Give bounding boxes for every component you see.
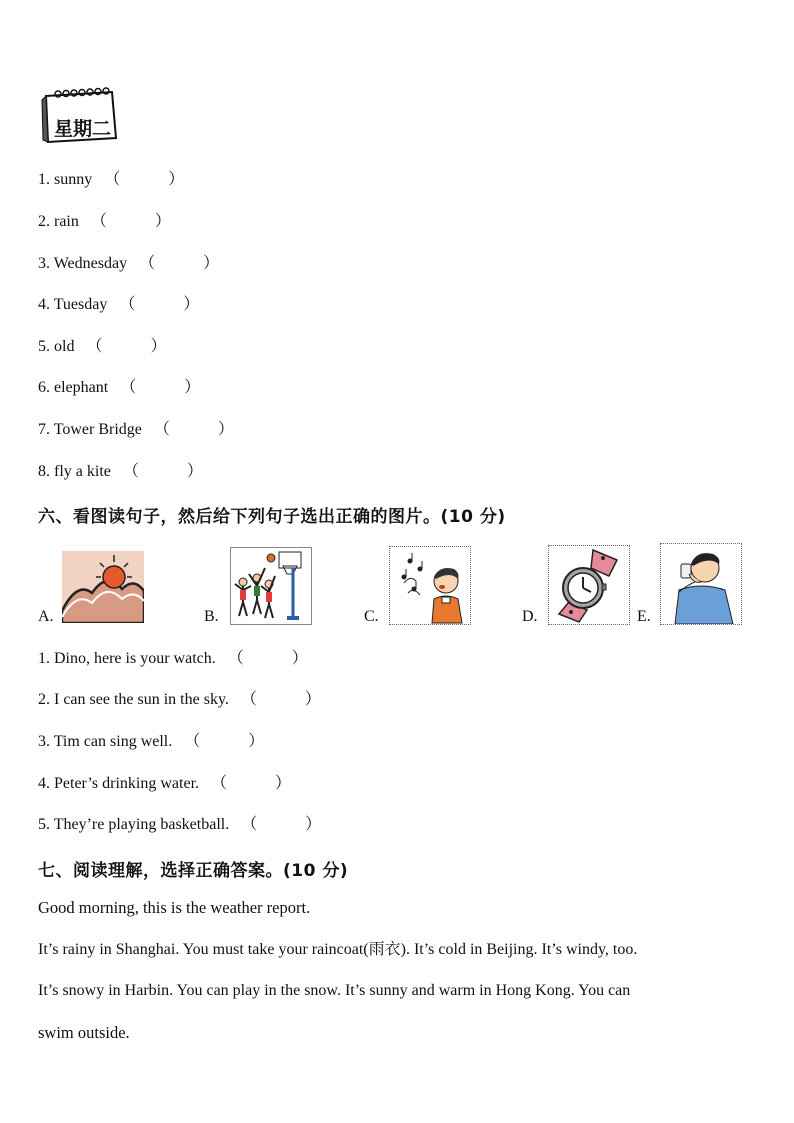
sentence-text: 4. Peter’s drinking water. [38, 775, 200, 792]
answer-blank[interactable]: （ ） [119, 296, 200, 313]
reading-line: It’s snowy in Harbin. You can play in the snow. It’s sunny and warm in Hong Kong. You can [38, 982, 631, 999]
calendar-header [40, 84, 118, 146]
reading-line: Good morning, this is the weather report. [38, 898, 311, 917]
vocab-text: 2. rain [38, 213, 79, 230]
vocab-item [38, 295, 199, 315]
calendar-label: 星期二 [54, 118, 112, 140]
vocab-item [38, 337, 166, 357]
sentence-text: 1. Dino, here is your watch. [38, 650, 216, 667]
answer-blank[interactable]: （ ） [153, 421, 234, 438]
vocab-text: 4. Tuesday [38, 296, 108, 313]
answer-blank[interactable]: （ ） [240, 691, 321, 708]
man-drinking-icon [660, 543, 742, 625]
wristwatch-icon [548, 545, 630, 625]
vocab-text: 7. Tower Bridge [38, 421, 142, 438]
vocab-text: 1. sunny [38, 171, 93, 188]
picture-label: D. [522, 608, 538, 625]
sentence-item [38, 815, 321, 835]
sentence-item [38, 690, 321, 710]
answer-blank[interactable]: （ ） [120, 379, 201, 396]
vocab-item [38, 212, 171, 232]
picture-label: C. [364, 608, 379, 625]
section-6-title: 六、看图读句子，然后给下列句子选出正确的图片。(10 分) [38, 507, 506, 527]
picture-label: A. [38, 608, 54, 625]
vocab-item [38, 420, 234, 440]
answer-blank[interactable]: （ ） [241, 816, 322, 833]
sentence-item [38, 774, 291, 794]
sentence-text: 2. I can see the sun in the sky. [38, 691, 229, 708]
reading-line: swim outside. [38, 1023, 130, 1042]
vocab-item [38, 170, 184, 190]
answer-blank[interactable]: （ ） [184, 733, 265, 750]
vocab-item [38, 254, 219, 274]
answer-blank[interactable]: （ ） [104, 171, 185, 188]
answer-blank[interactable]: （ ） [90, 213, 171, 230]
vocab-text: 8. fly a kite [38, 463, 111, 480]
vocab-text: 3. Wednesday [38, 255, 128, 272]
picture-label: B. [204, 608, 219, 625]
sentence-item [38, 649, 308, 669]
vocab-text: 5. old [38, 338, 75, 355]
section-7-title: 七、阅读理解，选择正确答案。(10 分) [38, 861, 349, 881]
vocab-item [38, 462, 203, 482]
answer-blank[interactable]: （ ） [86, 338, 167, 355]
answer-blank[interactable]: （ ） [211, 775, 292, 792]
boy-singing-icon [389, 546, 471, 625]
basketball-players-icon [230, 547, 312, 625]
answer-blank[interactable]: （ ） [139, 255, 220, 272]
answer-blank[interactable]: （ ） [227, 650, 308, 667]
vocab-item [38, 378, 200, 398]
answer-blank[interactable]: （ ） [122, 463, 203, 480]
picture-label: E. [637, 608, 651, 625]
vocab-text: 6. elephant [38, 379, 109, 396]
sun-over-mountain-icon [62, 551, 144, 623]
reading-line: It’s rainy in Shanghai. You must take your raincoat(雨衣). It’s cold in Beijing. It’s windy, too. [38, 941, 638, 958]
sentence-item [38, 732, 264, 752]
sentence-text: 3. Tim can sing well. [38, 733, 173, 750]
sentence-text: 5. They’re playing basketball. [38, 816, 230, 833]
